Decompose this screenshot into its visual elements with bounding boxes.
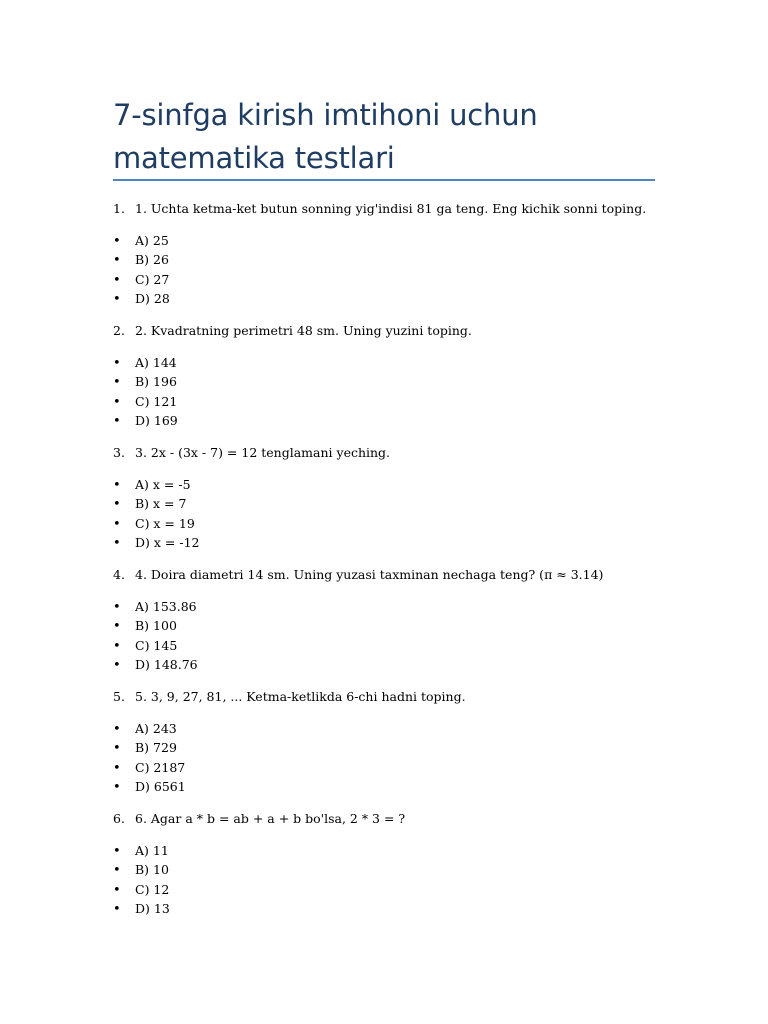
bullet-icon: • xyxy=(113,272,121,288)
option-text: D) 148.76 xyxy=(135,656,198,672)
option-list xyxy=(113,475,199,552)
option-item xyxy=(113,719,186,738)
option-text: C) 12 xyxy=(135,881,170,897)
question-text: 5. 3, 9, 27, 81, ... Ketma-ketlikda 6-chi hadni toping. xyxy=(135,689,466,704)
bullet-icon: • xyxy=(113,375,121,391)
question-4 xyxy=(113,564,673,686)
option-text: C) 27 xyxy=(135,271,170,287)
option-item xyxy=(113,250,170,269)
question-line xyxy=(113,686,466,708)
option-item xyxy=(113,392,178,411)
option-text: D) 169 xyxy=(135,412,178,428)
question-list xyxy=(113,198,673,930)
question-number: 5. xyxy=(113,689,125,704)
option-list xyxy=(113,353,178,430)
question-2 xyxy=(113,320,673,442)
bullet-icon: • xyxy=(113,844,121,859)
bullet-icon: • xyxy=(113,638,121,654)
question-line xyxy=(113,320,472,342)
bullet-icon: • xyxy=(113,741,121,757)
option-item xyxy=(113,475,199,494)
option-text: C) 145 xyxy=(135,637,178,653)
bullet-icon: • xyxy=(113,619,121,635)
option-list xyxy=(113,231,170,308)
question-number: 4. xyxy=(113,567,125,582)
bullet-icon: • xyxy=(113,600,121,615)
bullet-icon: • xyxy=(113,535,121,551)
option-item xyxy=(113,860,170,879)
option-item xyxy=(113,411,178,430)
option-list xyxy=(113,719,186,796)
option-item xyxy=(113,777,186,796)
option-text: D) x = -12 xyxy=(135,534,200,550)
option-text: B) 26 xyxy=(135,252,169,268)
title-underline xyxy=(113,179,655,181)
bullet-icon: • xyxy=(113,516,121,532)
bullet-icon: • xyxy=(113,291,121,307)
option-item xyxy=(113,880,170,899)
bullet-icon: • xyxy=(113,722,121,737)
question-text: 2. Kvadratning perimetri 48 sm. Uning yuzini toping. xyxy=(135,323,472,338)
question-number: 3. xyxy=(113,445,125,460)
question-5 xyxy=(113,686,673,808)
option-text: A) 144 xyxy=(135,355,177,370)
option-text: A) 25 xyxy=(135,233,169,248)
option-item xyxy=(113,289,170,308)
option-text: C) 121 xyxy=(135,393,178,409)
option-text: A) x = -5 xyxy=(135,477,191,492)
bullet-icon: • xyxy=(113,863,121,879)
question-line xyxy=(113,198,646,220)
question-line xyxy=(113,808,405,830)
option-text: B) 10 xyxy=(135,862,169,878)
question-number: 6. xyxy=(113,811,125,826)
question-1 xyxy=(113,198,673,320)
bullet-icon: • xyxy=(113,760,121,776)
page-title: 7-sinfga kirish imtihoni uchun matematika testlari xyxy=(113,98,538,175)
option-text: B) x = 7 xyxy=(135,496,187,512)
question-text: 1. Uchta ketma-ket butun sonning yig'indisi 81 ga teng. Eng kichik sonni toping. xyxy=(135,201,647,216)
option-item xyxy=(113,738,186,757)
option-item xyxy=(113,841,170,860)
bullet-icon: • xyxy=(113,356,121,371)
bullet-icon: • xyxy=(113,901,121,917)
question-number: 2. xyxy=(113,323,125,338)
option-item xyxy=(113,597,198,616)
bullet-icon: • xyxy=(113,882,121,898)
option-list xyxy=(113,597,198,674)
option-item xyxy=(113,231,170,250)
option-item xyxy=(113,270,170,289)
question-text: 3. 2x - (3x - 7) = 12 tenglamani yeching. xyxy=(135,445,391,460)
question-number: 1. xyxy=(113,201,125,216)
question-line xyxy=(113,442,390,464)
bullet-icon: • xyxy=(113,478,121,493)
option-item xyxy=(113,655,198,674)
bullet-icon: • xyxy=(113,234,121,249)
bullet-icon: • xyxy=(113,497,121,513)
option-text: D) 13 xyxy=(135,900,170,916)
option-text: C) 2187 xyxy=(135,759,186,775)
question-line xyxy=(113,564,603,586)
option-text: B) 729 xyxy=(135,740,177,756)
option-text: A) 153.86 xyxy=(135,599,197,614)
question-3 xyxy=(113,442,673,564)
bullet-icon: • xyxy=(113,657,121,673)
option-text: B) 100 xyxy=(135,618,177,634)
option-item xyxy=(113,899,170,918)
question-text: 4. Doira diametri 14 sm. Uning yuzasi taxminan nechaga teng? (π ≈ 3.14) xyxy=(135,567,604,582)
option-item xyxy=(113,533,199,552)
bullet-icon: • xyxy=(113,394,121,410)
question-text: 6. Agar a * b = ab + a + b bo'lsa, 2 * 3 = ? xyxy=(135,811,406,826)
option-text: A) 11 xyxy=(135,843,169,858)
option-list xyxy=(113,841,170,918)
option-text: D) 6561 xyxy=(135,778,186,794)
bullet-icon: • xyxy=(113,253,121,269)
option-item xyxy=(113,636,198,655)
bullet-icon: • xyxy=(113,413,121,429)
option-item xyxy=(113,758,186,777)
option-text: B) 196 xyxy=(135,374,177,390)
option-item xyxy=(113,372,178,391)
option-item xyxy=(113,616,198,635)
option-item xyxy=(113,353,178,372)
option-text: D) 28 xyxy=(135,290,170,306)
option-text: C) x = 19 xyxy=(135,515,195,531)
option-text: A) 243 xyxy=(135,721,177,736)
question-6 xyxy=(113,808,673,930)
option-item xyxy=(113,494,199,513)
bullet-icon: • xyxy=(113,779,121,795)
option-item xyxy=(113,514,199,533)
